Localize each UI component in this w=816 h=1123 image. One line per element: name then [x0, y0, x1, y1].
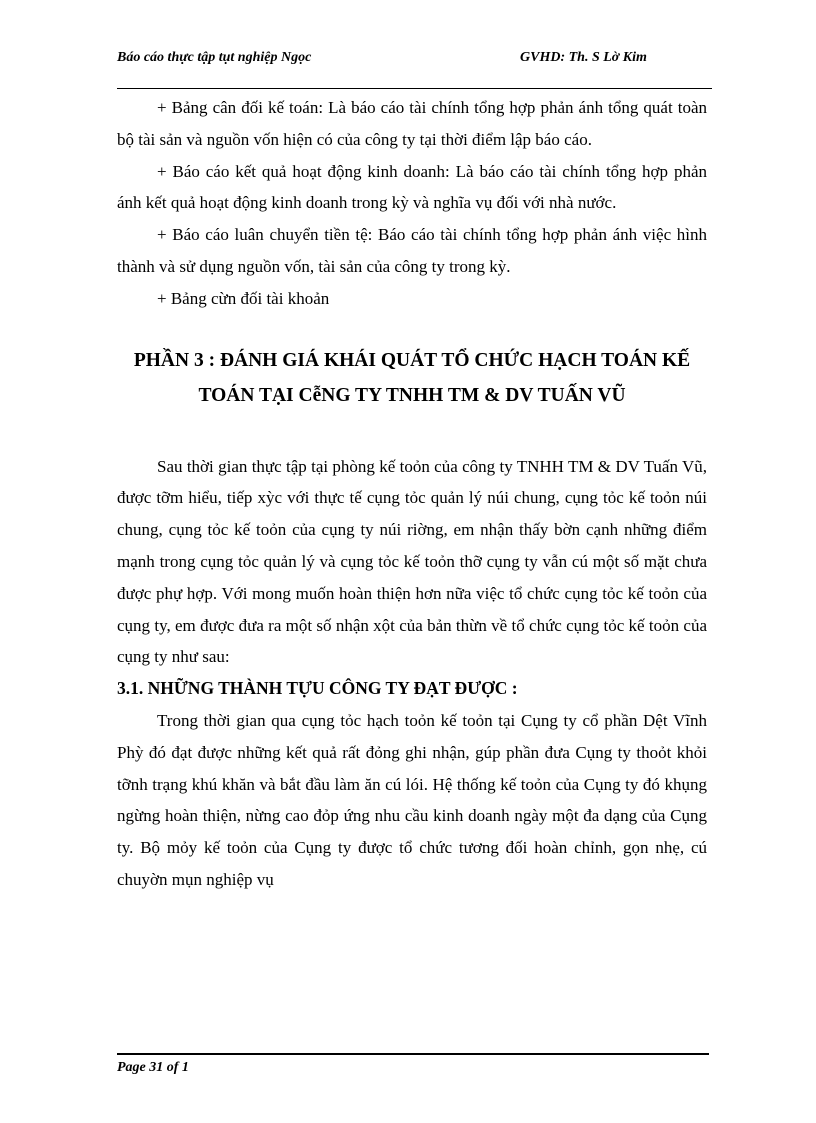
section-intro-paragraph: Sau thời gian thực tập tại phòng kế toỏn của công ty TNHH TM & DV Tuấn Vũ, được tỡm hiểu, tiếp xỳc với thực tế cụng tỏc quản lý núi chung, cụng tỏc kế toỏn núi chung, cụng tỏc kế toỏn của cụng ty núi riờng, em nhận thấy bờn cạnh những điểm mạnh trong cụng tỏc quản lý và cụng tỏc kế toỏn thỡ cụng ty vẫn cú một số mặt chưa được phự hợp. Với mong muốn hoàn thiện hơn nữa việc tổ chức cụng tỏc kế toỏn của cụng ty, em được đưa ra một số nhận xột của bản thừn về tổ chức cụng tỏc kế toỏn của cụng ty như sau: [117, 456, 707, 667]
header-supervisor: GVHD: Th. S Lờ Kim [520, 50, 647, 65]
section-heading: PHẦN 3 : ĐÁNH GIÁ KHÁI QUÁT TỔ CHỨC HẠCH TOÁN KẾ TOÁN TẠI CễNG TY TNHH TM & DV TUẤN VŨ [133, 349, 691, 406]
footer-divider [117, 1053, 709, 1055]
page-content [117, 92, 707, 896]
subsection-heading: 3.1. NHỮNG THÀNH TỰU CÔNG TY ĐẠT ĐƯỢC : [117, 678, 518, 699]
paragraph-balance-sheet: + Bảng cân đối kế toán: Là báo cáo tài chính tổng hợp phản ánh tổng quát toàn bộ tài sản và nguồn vốn hiện có của công ty tại thời điểm lập báo cáo. [117, 98, 707, 149]
paragraph-trial-balance: + Bảng cừn đối tài khoản [157, 288, 330, 308]
page-header [117, 50, 712, 90]
paragraph-income-statement: + Báo cáo kết quả hoạt động kinh doanh: Là báo cáo tài chính tổng hợp phản ánh kết quả hoạt động kinh doanh trong kỳ và nghĩa vụ đối với nhà nước. [117, 161, 707, 213]
page-number: Page 31 of 1 [117, 1060, 189, 1075]
paragraph-cash-flow: + Báo cáo luân chuyển tiền tệ: Báo cáo tài chính tổng hợp phản ánh việc hình thành và sử dụng nguồn vốn, tài sản của công ty trong kỳ. [117, 225, 707, 276]
subsection-body-paragraph: Trong thời gian qua cụng tỏc hạch toỏn kế toỏn tại Cụng ty cổ phần Dệt Vĩnh Phỳ đó đạt được những kết quả rất đỏng ghi nhận, gúp phần đưa Cụng ty thoỏt khỏi tỡnh trạng khú khăn và bắt đầu làm ăn cú lói. Hệ thống kế toỏn của Cụng ty đó khụng ngừng hoàn thiện, nừng cao đỏp ứng nhu cầu kinh doanh ngày một đa dạng của Cụng ty. Bộ mỏy kế toỏn của Cụng ty được tổ chức tương đối hoàn chỉnh, gọn nhẹ, cú chuyờn mụn nghiệp vụ [117, 710, 707, 889]
header-divider [117, 88, 712, 89]
header-report-title: Báo cáo thực tập tụt nghiệp Ngọc [117, 50, 312, 65]
